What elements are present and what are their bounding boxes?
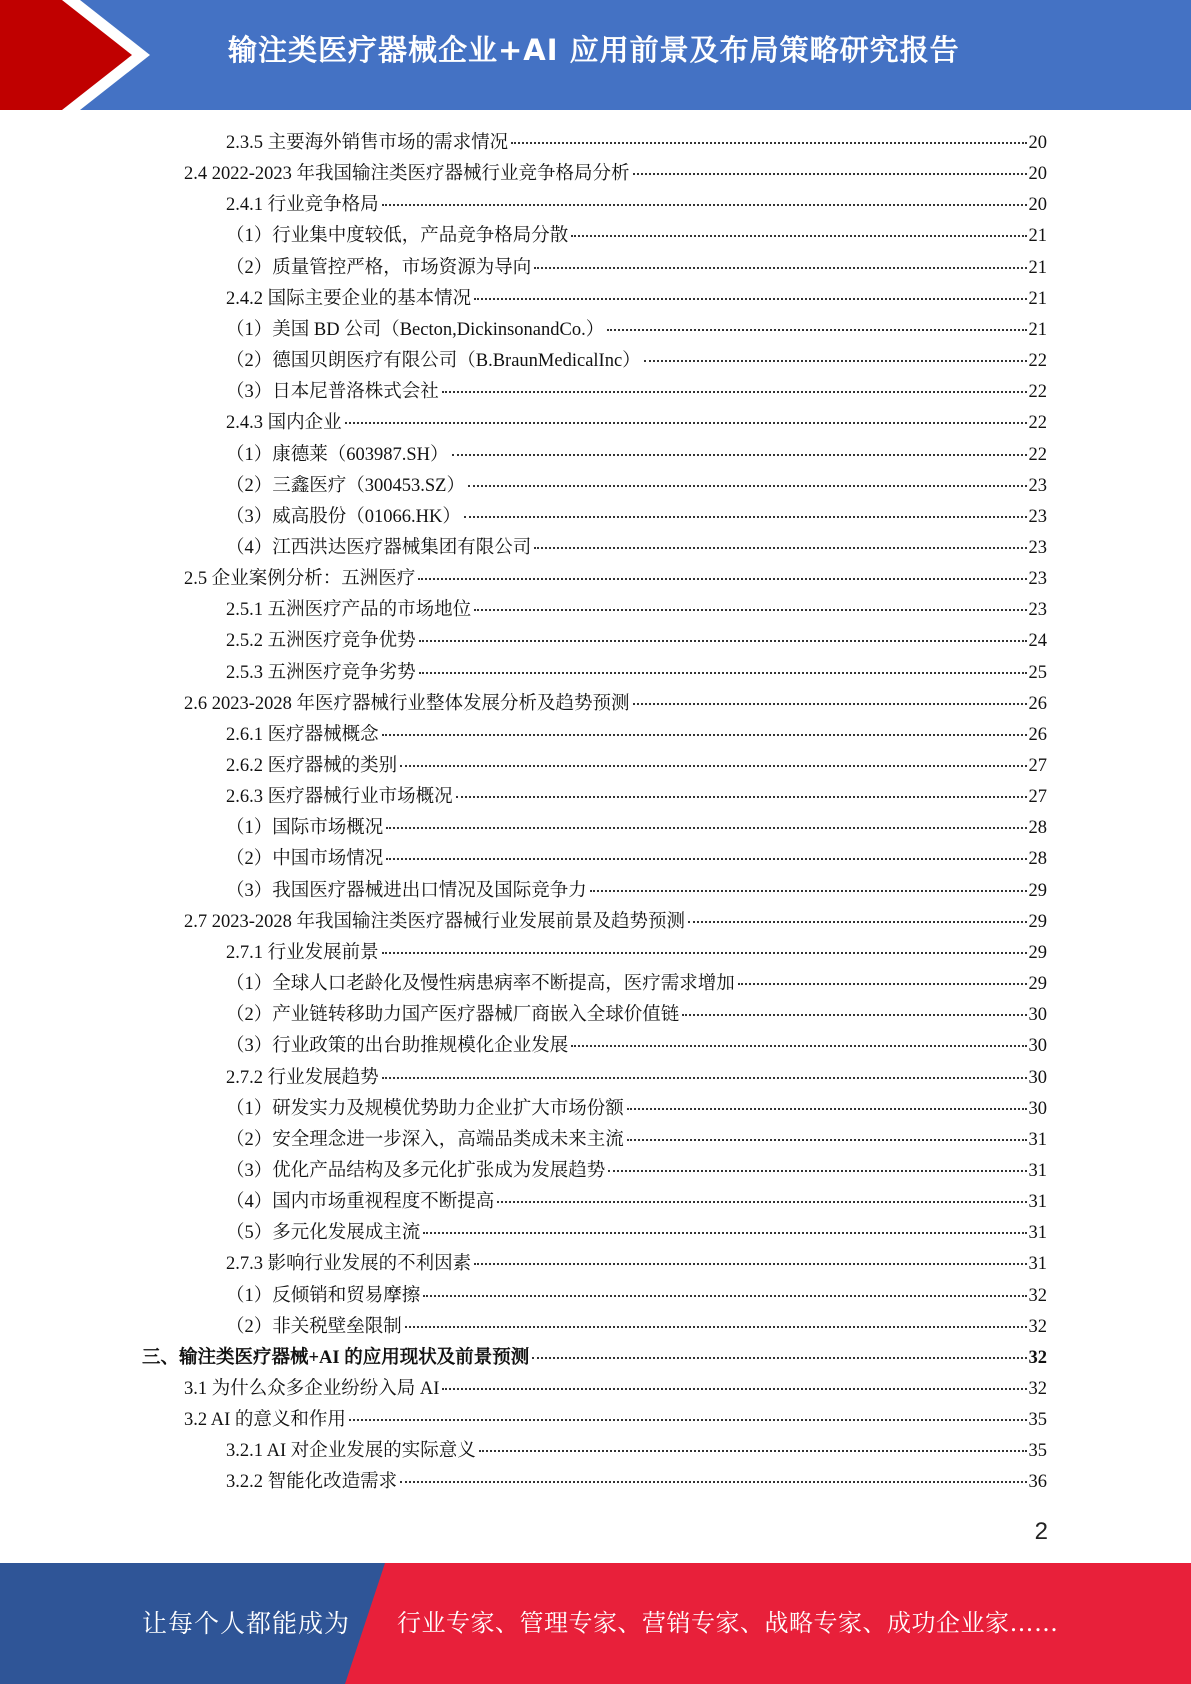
toc-entry-page: 27 bbox=[1028, 787, 1047, 808]
toc-dot-leader bbox=[738, 983, 1027, 985]
toc-entry-page: 22 bbox=[1028, 413, 1047, 434]
toc-entry-title: （1）行业集中度较低，产品竞争格局分散 bbox=[226, 226, 569, 247]
toc-entry-title: （1）康德莱（603987.SH） bbox=[226, 444, 449, 465]
toc-entry-title: 2.5 企业案例分析：五洲医疗 bbox=[184, 569, 416, 590]
toc-entry[interactable] bbox=[226, 1249, 1047, 1280]
toc-entry-page: 31 bbox=[1028, 1254, 1047, 1275]
toc-entry-page: 23 bbox=[1028, 475, 1047, 496]
toc-entry-title: （1）研发实力及规模优势助力企业扩大市场份额 bbox=[226, 1098, 624, 1119]
toc-entry-page: 24 bbox=[1028, 631, 1047, 652]
toc-entry-title: 2.4.3 国内企业 bbox=[226, 413, 342, 434]
toc-entry-page: 22 bbox=[1028, 444, 1047, 465]
report-title: 输注类医疗器械企业+AI 应用前景及布局策略研究报告 bbox=[228, 33, 960, 67]
toc-entry[interactable] bbox=[226, 782, 1047, 813]
toc-entry[interactable] bbox=[226, 1312, 1047, 1343]
header-arrow-decoration bbox=[0, 0, 160, 110]
toc-entry[interactable] bbox=[226, 813, 1047, 844]
toc-entry-title: （2）非关税壁垒限制 bbox=[226, 1316, 402, 1337]
toc-dot-leader bbox=[423, 1232, 1026, 1234]
toc-entry-page: 27 bbox=[1028, 756, 1047, 776]
toc-entry-title: （2）产业链转移助力国产医疗器械厂商嵌入全球价值链 bbox=[226, 1005, 680, 1026]
toc-entry[interactable] bbox=[226, 720, 1047, 751]
toc-entry-title: 2.6 2023-2028 年医疗器械行业整体发展分析及趋势预测 bbox=[184, 693, 630, 714]
toc-entry[interactable] bbox=[226, 876, 1047, 907]
page-number: 2 bbox=[1034, 1518, 1048, 1545]
toc-entry-page: 23 bbox=[1028, 600, 1047, 621]
toc-entry[interactable] bbox=[184, 907, 1047, 938]
toc-dot-leader bbox=[382, 952, 1027, 954]
toc-dot-leader bbox=[607, 329, 1026, 331]
footer-slogan: 让每个人都能成为 bbox=[142, 1609, 351, 1638]
toc-entry[interactable] bbox=[226, 471, 1047, 502]
toc-entry-title: （3）行业政策的出台助推规模化企业发展 bbox=[226, 1036, 569, 1057]
toc-dot-leader bbox=[474, 609, 1026, 611]
toc-entry[interactable] bbox=[226, 253, 1047, 284]
toc-entry[interactable] bbox=[226, 595, 1047, 626]
toc-dot-leader bbox=[571, 1045, 1026, 1047]
toc-dot-leader bbox=[452, 454, 1027, 456]
toc-dot-leader bbox=[456, 796, 1027, 798]
toc-entry[interactable] bbox=[226, 502, 1047, 533]
toc-dot-leader bbox=[442, 1388, 1026, 1390]
toc-dot-leader bbox=[382, 734, 1027, 736]
toc-entry[interactable] bbox=[184, 1374, 1047, 1405]
toc-entry-title: 3.2.2 智能化改造需求 bbox=[226, 1472, 398, 1493]
toc-entry-page: 36 bbox=[1028, 1472, 1047, 1493]
toc-entry[interactable] bbox=[226, 346, 1047, 377]
toc-dot-leader bbox=[532, 1357, 1026, 1359]
toc-entry-title: 2.7 2023-2028 年我国输注类医疗器械行业发展前景及趋势预测 bbox=[184, 911, 686, 932]
toc-entry-title: （5）多元化发展成主流 bbox=[226, 1223, 421, 1244]
toc-entry-page: 21 bbox=[1028, 226, 1047, 247]
toc-entry[interactable] bbox=[226, 1000, 1047, 1031]
toc-entry-page: 20 bbox=[1028, 164, 1047, 185]
toc-dot-leader bbox=[511, 142, 1026, 144]
toc-entry[interactable] bbox=[226, 377, 1047, 408]
toc-dot-leader bbox=[382, 1077, 1027, 1079]
toc-entry-title: 3.1 为什么众多企业纷纷入局 AI bbox=[184, 1379, 440, 1399]
toc-entry-title: （3）我国医疗器械进出口情况及国际竞争力 bbox=[226, 880, 587, 901]
toc-entry-page: 35 bbox=[1028, 1410, 1047, 1431]
toc-entry-page: 30 bbox=[1028, 1098, 1047, 1119]
toc-entry-page: 21 bbox=[1028, 288, 1047, 309]
toc-entry[interactable] bbox=[226, 190, 1047, 221]
toc-dot-leader bbox=[474, 1263, 1026, 1265]
toc-entry-page: 31 bbox=[1028, 1223, 1047, 1244]
toc-entry[interactable] bbox=[184, 1405, 1047, 1436]
toc-entry-title: （1）反倾销和贸易摩擦 bbox=[226, 1285, 421, 1306]
toc-entry-title: （3）威高股份（01066.HK） bbox=[226, 506, 461, 527]
toc-entry-title: （3）日本尼普洛株式会社 bbox=[226, 382, 439, 403]
toc-dot-leader bbox=[419, 672, 1027, 674]
toc-entry-title: 2.5.1 五洲医疗产品的市场地位 bbox=[226, 600, 472, 621]
toc-entry-title: （2）安全理念进一步深入，高端品类成未来主流 bbox=[226, 1129, 624, 1150]
toc-entry[interactable] bbox=[226, 938, 1047, 969]
toc-entry-page: 30 bbox=[1028, 1036, 1047, 1057]
toc-entry-page: 20 bbox=[1028, 133, 1047, 153]
toc-entry-page: 22 bbox=[1028, 382, 1047, 403]
toc-entry-page: 32 bbox=[1028, 1316, 1047, 1337]
toc-entry-title: 2.7.1 行业发展前景 bbox=[226, 942, 379, 963]
toc-entry[interactable] bbox=[184, 564, 1047, 595]
toc-entry-title: （2）质量管控严格，市场资源为导向 bbox=[226, 257, 532, 278]
toc-dot-leader bbox=[590, 890, 1027, 892]
toc-entry[interactable] bbox=[226, 440, 1047, 471]
toc-dot-leader bbox=[386, 858, 1026, 860]
toc-entry-page: 21 bbox=[1028, 257, 1047, 278]
toc-dot-leader bbox=[474, 298, 1026, 300]
toc-dot-leader bbox=[479, 1450, 1027, 1452]
toc-dot-leader bbox=[464, 516, 1027, 518]
toc-dot-leader bbox=[405, 1326, 1027, 1328]
toc-dot-leader bbox=[345, 422, 1027, 424]
toc-dot-leader bbox=[627, 1139, 1027, 1141]
toc-entry-page: 25 bbox=[1028, 662, 1047, 683]
toc-entry-page: 32 bbox=[1028, 1347, 1047, 1368]
toc-entry[interactable] bbox=[226, 1094, 1047, 1125]
toc-entry-title: （1）国际市场概况 bbox=[226, 818, 384, 839]
toc-entry-title: 2.7.3 影响行业发展的不利因素 bbox=[226, 1254, 472, 1275]
toc-dot-leader bbox=[627, 1108, 1027, 1110]
toc-entry-title: （4）江西洪达医疗器械集团有限公司 bbox=[226, 537, 532, 558]
toc-dot-leader bbox=[571, 235, 1026, 237]
toc-entry-page: 23 bbox=[1028, 569, 1047, 590]
toc-entry-title: 2.6.2 医疗器械的类别 bbox=[226, 756, 398, 776]
toc-entry-page: 26 bbox=[1028, 693, 1047, 714]
toc-entry-title: 2.4.1 行业竞争格局 bbox=[226, 195, 379, 216]
toc-dot-leader bbox=[644, 360, 1027, 362]
toc-entry-page: 26 bbox=[1028, 724, 1047, 745]
toc-entry[interactable] bbox=[142, 1343, 1047, 1374]
toc-entry-page: 22 bbox=[1028, 351, 1047, 372]
toc-entry-title: （2）中国市场情况 bbox=[226, 849, 384, 870]
toc-entry-title: （1）美国 BD 公司（Becton,DickinsonandCo.） bbox=[226, 319, 605, 340]
toc-dot-leader bbox=[386, 827, 1026, 829]
toc-entry-title: 2.4 2022-2023 年我国输注类医疗器械行业竞争格局分析 bbox=[184, 164, 630, 185]
toc-dot-leader bbox=[608, 1170, 1026, 1172]
toc-dot-leader bbox=[349, 1419, 1027, 1421]
toc-entry-title: 2.6.3 医疗器械行业市场概况 bbox=[226, 787, 453, 808]
toc-entry-page: 20 bbox=[1028, 195, 1047, 216]
toc-dot-leader bbox=[468, 485, 1027, 487]
toc-entry[interactable] bbox=[226, 408, 1047, 439]
toc-entry-title: 2.6.1 医疗器械概念 bbox=[226, 724, 379, 745]
toc-dot-leader bbox=[442, 391, 1027, 393]
toc-entry-page: 35 bbox=[1028, 1441, 1047, 1462]
toc-entry[interactable] bbox=[184, 159, 1047, 190]
toc-entry-page: 31 bbox=[1028, 1129, 1047, 1150]
toc-entry-page: 21 bbox=[1028, 319, 1047, 340]
toc-entry[interactable] bbox=[226, 1031, 1047, 1062]
toc-dot-leader bbox=[633, 173, 1027, 175]
toc-entry-title: 2.5.3 五洲医疗竞争劣势 bbox=[226, 662, 416, 683]
toc-entry-page: 29 bbox=[1028, 942, 1047, 963]
toc-entry[interactable] bbox=[226, 1063, 1047, 1094]
toc-entry-title: （1）全球人口老龄化及慢性病患病率不断提高，医疗需求增加 bbox=[226, 974, 735, 995]
toc-entry-page: 23 bbox=[1028, 537, 1047, 558]
toc-entry[interactable] bbox=[226, 1156, 1047, 1187]
toc-entry[interactable] bbox=[226, 284, 1047, 315]
toc-entry[interactable] bbox=[226, 533, 1047, 564]
toc-entry-page: 32 bbox=[1028, 1379, 1047, 1399]
toc-dot-leader bbox=[688, 921, 1026, 923]
toc-entry[interactable] bbox=[226, 658, 1047, 689]
toc-entry[interactable] bbox=[226, 1436, 1047, 1467]
toc-entry-title: （3）优化产品结构及多元化扩张成为发展趋势 bbox=[226, 1160, 606, 1181]
toc-entry-page: 28 bbox=[1028, 818, 1047, 839]
toc-dot-leader bbox=[534, 267, 1026, 269]
toc-entry-title: 三、输注类医疗器械+AI 的应用现状及前景预测 bbox=[142, 1347, 530, 1368]
toc-entry-title: （2）德国贝朗医疗有限公司（B.BraunMedicalInc） bbox=[226, 351, 641, 372]
toc-entry-page: 28 bbox=[1028, 849, 1047, 870]
toc-entry[interactable] bbox=[226, 969, 1047, 1000]
toc-entry-title: （4）国内市场重视程度不断提高 bbox=[226, 1192, 495, 1213]
toc-dot-leader bbox=[423, 1295, 1026, 1297]
toc-entry-title: 2.3.5 主要海外销售市场的需求情况 bbox=[226, 133, 509, 153]
toc-entry-page: 29 bbox=[1028, 974, 1047, 995]
toc-entry[interactable] bbox=[226, 626, 1047, 657]
footer-roles: 行业专家、管理专家、营销专家、战略专家、成功企业家…… bbox=[397, 1609, 1059, 1637]
page-footer bbox=[0, 1563, 1191, 1684]
toc-entry-title: （2）三鑫医疗（300453.SZ） bbox=[226, 475, 465, 496]
toc-entry[interactable] bbox=[226, 1218, 1047, 1249]
toc-entry[interactable] bbox=[226, 128, 1047, 159]
toc-dot-leader bbox=[633, 703, 1027, 705]
toc-dot-leader bbox=[382, 204, 1027, 206]
toc-dot-leader bbox=[418, 578, 1026, 580]
toc-entry-page: 30 bbox=[1028, 1067, 1047, 1088]
toc-entry-page: 32 bbox=[1028, 1285, 1047, 1306]
toc-dot-leader bbox=[497, 1201, 1026, 1203]
toc-dot-leader bbox=[400, 1481, 1026, 1483]
toc-dot-leader bbox=[400, 765, 1026, 767]
toc-entry-page: 31 bbox=[1028, 1160, 1047, 1181]
toc-entry-page: 29 bbox=[1028, 880, 1047, 901]
toc-entry[interactable] bbox=[226, 1187, 1047, 1218]
toc-entry-title: 3.2.1 AI 对企业发展的实际意义 bbox=[226, 1441, 476, 1462]
toc-entry[interactable] bbox=[226, 221, 1047, 252]
toc-entry-page: 23 bbox=[1028, 506, 1047, 527]
toc-entry-title: 2.7.2 行业发展趋势 bbox=[226, 1067, 379, 1088]
toc-dot-leader bbox=[419, 640, 1027, 642]
toc-entry-page: 30 bbox=[1028, 1005, 1047, 1026]
toc-entry[interactable] bbox=[226, 1467, 1047, 1498]
toc-entry[interactable] bbox=[226, 844, 1047, 875]
toc-dot-leader bbox=[534, 547, 1026, 549]
toc-entry[interactable] bbox=[226, 751, 1047, 782]
toc-dot-leader bbox=[682, 1014, 1026, 1016]
toc-entry-title: 2.4.2 国际主要企业的基本情况 bbox=[226, 288, 472, 309]
page-header bbox=[0, 0, 1191, 110]
toc-entry-page: 29 bbox=[1028, 911, 1047, 932]
toc-entry[interactable] bbox=[226, 1281, 1047, 1312]
toc-entry[interactable] bbox=[226, 315, 1047, 346]
toc-entry-title: 2.5.2 五洲医疗竞争优势 bbox=[226, 631, 416, 652]
toc-entry[interactable] bbox=[226, 1125, 1047, 1156]
toc-entry-page: 31 bbox=[1028, 1192, 1047, 1213]
toc-entry-title: 3.2 AI 的意义和作用 bbox=[184, 1410, 346, 1431]
toc-entry[interactable] bbox=[184, 689, 1047, 720]
